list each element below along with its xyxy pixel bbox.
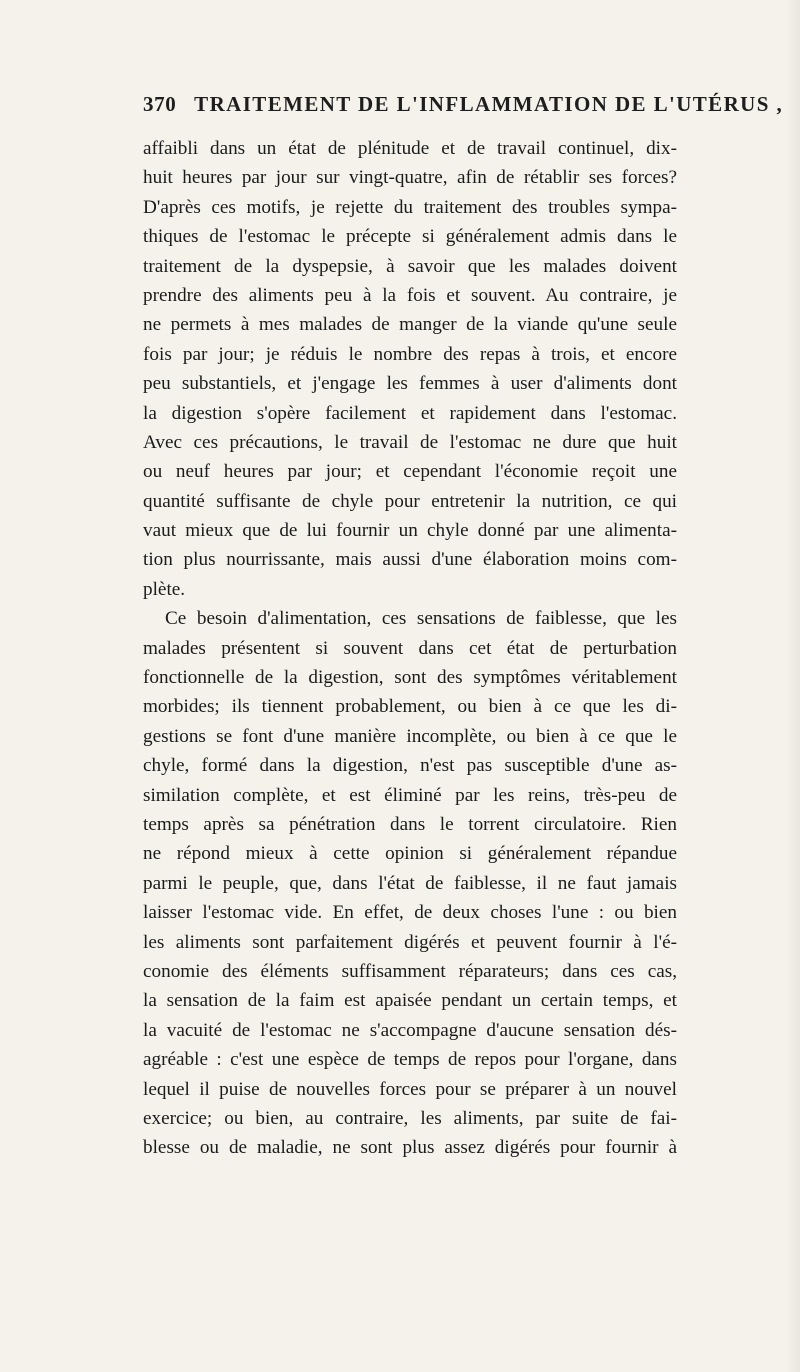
text-line: D'après ces motifs, je rejette du traitement des troubles sympa- [143,196,677,218]
text-line: la digestion s'opère facilement et rapidement dans l'estomac. [143,402,677,424]
page-number: 370 [143,92,177,116]
text-line: les aliments sont parfaitement digérés et peuvent fournir à l'é- [143,931,677,953]
text-line: huit heures par jour sur vingt-quatre, afin de rétablir ses forces? [143,167,677,189]
text-line: vaut mieux que de lui fournir un chyle donné par une alimenta- [143,520,677,542]
text-line: gestions se font d'une manière incomplète, ou bien à ce que le [143,725,677,747]
text-line: traitement de la dyspepsie, à savoir que les malades doivent [143,255,677,277]
text-line: morbides; ils tiennent probablement, ou bien à ce que les di- [143,696,677,718]
text-line: la vacuité de l'estomac ne s'accompagne d'aucune sensation dés- [143,1019,677,1041]
text-line: exercice; ou bien, au contraire, les aliments, par suite de fai- [143,1107,677,1129]
text-line: parmi le peuple, que, dans l'état de faiblesse, il ne faut jamais [143,872,677,894]
text-line: laisser l'estomac vide. En effet, de deux choses l'une : ou bien [143,902,677,924]
text-line: Ce besoin d'alimentation, ces sensations de faiblesse, que les [165,608,677,630]
text-line: affaibli dans un état de plénitude et de travail continuel, dix- [143,138,677,159]
text-line: tion plus nourrissante, mais aussi d'une élaboration moins com- [143,549,677,571]
text-line: peu substantiels, et j'engage les femmes à user d'aliments dont [143,373,677,395]
text-line: ne répond mieux à cette opinion si généralement répandue [143,843,677,865]
text-line: plète. [143,578,186,600]
text-line: prendre des aliments peu à la fois et souvent. Au contraire, je [143,284,677,306]
text-line: ne permets à mes malades de manger de la viande qu'une seule [143,314,677,336]
body-text [143,134,677,1163]
text-line: fonctionnelle de la digestion, sont des symptômes véritablement [143,667,677,689]
text-line: Avec ces précautions, le travail de l'estomac ne dure que huit [143,431,677,453]
text-line: conomie des éléments suffisamment réparateurs; dans ces cas, [143,960,677,982]
text-line: lequel il puise de nouvelles forces pour se préparer à un nouvel [143,1078,677,1100]
chapter-title: TRAITEMENT DE L'INFLAMMATION DE L'UTÉRUS , [194,92,784,116]
text-line: la sensation de la faim est apaisée pendant un certain temps, et [143,990,677,1012]
running-header [143,92,784,117]
text-line: fois par jour; je réduis le nombre des repas à trois, et encore [143,343,677,365]
text-line: similation complète, et est éliminé par les reins, très-peu de [143,784,677,806]
page-edge-shadow [786,0,800,1372]
text-line: temps après sa pénétration dans le torrent circulatoire. Rien [143,813,677,835]
text-line: blesse ou de maladie, ne sont plus assez digérés pour fournir à [143,1137,677,1159]
text-line: thiques de l'estomac le précepte si généralement admis dans le [143,226,677,248]
text-line: quantité suffisante de chyle pour entretenir la nutrition, ce qui [143,490,677,512]
text-line: chyle, formé dans la digestion, n'est pas susceptible d'une as- [143,755,677,777]
text-line: malades présentent si souvent dans cet état de perturbation [143,637,677,659]
text-line: agréable : c'est une espèce de temps de repos pour l'organe, dans [143,1049,677,1071]
text-line: ou neuf heures par jour; et cependant l'économie reçoit une [143,461,677,483]
